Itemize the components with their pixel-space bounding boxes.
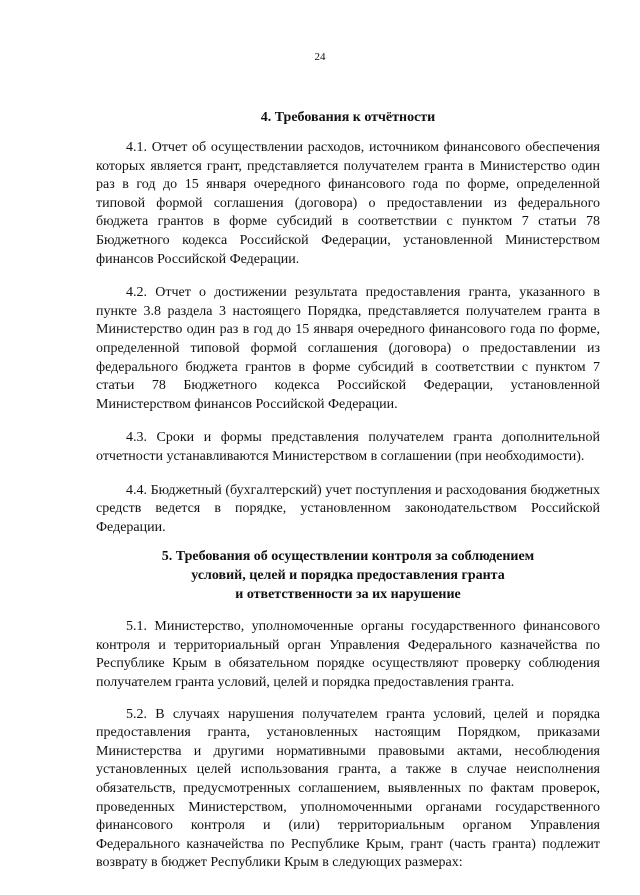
section-5-title-line: и ответственности за их нарушение [235, 587, 461, 603]
section-5-title [96, 547, 600, 604]
page-number: 24 [314, 51, 326, 63]
paragraph-4-1: 4.1. Отчет об осуществлении расходов, источником финансового обеспечения которых является грант, представляется получателем гранта в Министерство один раз в год до 15 января очередного финансового года по форме, определенной типовой формой соглашения (договора) о предоставлении из федерального бюджета грантов в форме субсидий в соответствии с пунктом 7 статьи 78 Бюджетного кодекса Российской Федерации, установленной Министерством финансов Российской Федерации. [96, 140, 600, 267]
paragraph-5-1: 5.1. Министерство, уполномоченные органы государственного финансового контроля и территориальный орган Управления Федерального казначейства по Республике Крым в обязательном порядке осуществляют проверку соблюдения получателем гранта условий, целей и порядка предоставления гранта. [96, 619, 600, 691]
section-5-title-line: условий, целей и порядка предоставления гранта [191, 568, 505, 584]
paragraph-4-4: 4.4. Бюджетный (бухгалтерский) учет поступления и расходования бюджетных средств ведется в порядке, установленном законодательством Российской Федерации. [96, 482, 600, 535]
paragraph-5-2: 5.2. В случаях нарушения получателем гранта условий, целей и порядка предоставления гранта, установленных настоящим Порядком, приказами Министерства и другими нормативными правовыми актами, несоблюдения установленных целей использования гранта, а также в случае неисполнения обязательств, предусмотренных соглашением, выявленных по фактам проверок, проведенных Министерством, уполномоченными органами государственного финансового контроля и (или) территориальным органом Управления Федерального казначейства по Республике Крым, грант (часть гранта) подлежит возврату в бюджет Республики Крым в следующих размерах: [96, 706, 600, 871]
section-4-title: 4. Требования к отчётности [260, 110, 436, 125]
section-5-title-line: 5. Требования об осуществлении контроля за соблюдением [161, 549, 535, 565]
paragraph-4-2: 4.2. Отчет о достижении результата предоставления гранта, указанного в пункте 3.8 раздела 3 настоящего Порядка, представляется получателем гранта в Министерство один раз в год до 15 января очередного финансового года по форме, определенной типовой формой соглашения (договора) о предоставлении из федерального бюджета грантов в форме субсидий в соответствии с пунктом 7 статьи 78 Бюджетного кодекса Российской Федерации, установленной Министерством финансов Российской Федерации. [96, 285, 600, 412]
document-body [96, 108, 600, 873]
paragraph-4-3: 4.3. Сроки и формы представления получателем гранта дополнительной отчетности устанавливаются Министерством в соглашении (при необходимости). [96, 430, 600, 464]
